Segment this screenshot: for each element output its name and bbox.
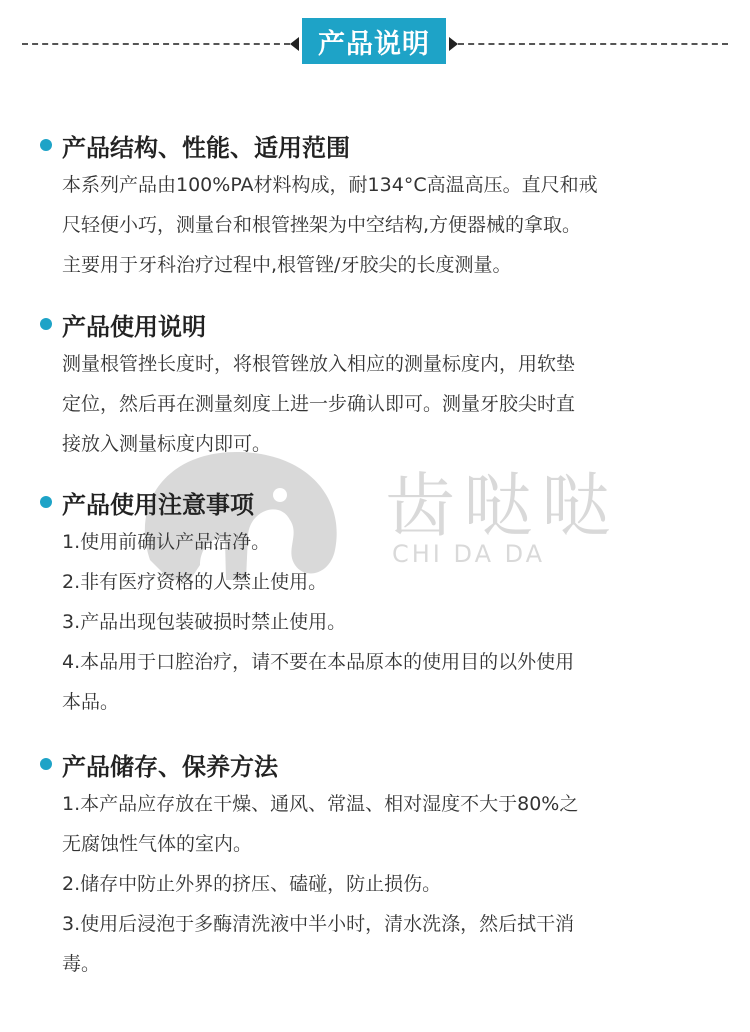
body-line: 4.本品用于口腔治疗，请不要在本品原本的使用目的以外使用 — [62, 651, 575, 673]
body-line: 本品。 — [62, 691, 120, 713]
bullet-dot-icon — [40, 139, 52, 151]
body-line: 主要用于牙科治疗过程中,根管锉/牙胶尖的长度测量。 — [62, 254, 512, 276]
watermark-brand: 齿哒哒 — [385, 465, 619, 547]
body-line: 本系列产品由100%PA材料构成，耐134°C高温高压。直尺和戒 — [62, 174, 598, 196]
section-storage — [40, 744, 720, 984]
body-line: 测量根管挫长度时，将根管锉放入相应的测量标度内，用软垫 — [62, 353, 576, 375]
header-divider-left — [22, 43, 290, 45]
section-heading — [40, 125, 720, 165]
section-title: 产品储存、保养方法 — [62, 752, 278, 781]
section-heading — [40, 744, 720, 784]
body-line: 2.非有医疗资格的人禁止使用。 — [62, 571, 328, 593]
section-title: 产品使用说明 — [62, 312, 206, 341]
page-title: 产品说明 — [302, 18, 446, 64]
body-line: 毒。 — [62, 953, 101, 975]
section-body — [62, 165, 720, 285]
body-line: 接放入测量标度内即可。 — [62, 433, 272, 455]
section-heading — [40, 482, 720, 522]
arrow-right-icon — [449, 37, 458, 51]
section-heading — [40, 304, 720, 344]
section-body — [62, 522, 720, 722]
body-line: 2.储存中防止外界的挤压、磕碰，防止损伤。 — [62, 873, 442, 895]
bullet-dot-icon — [40, 758, 52, 770]
section-body — [62, 344, 720, 464]
watermark-brand-en: CHI DA DA — [392, 540, 546, 568]
section-usage — [40, 304, 720, 464]
body-line: 3.使用后浸泡于多酶清洗液中半小时，清水洗涤，然后拭干消 — [62, 913, 575, 935]
bullet-dot-icon — [40, 496, 52, 508]
body-line: 1.使用前确认产品洁净。 — [62, 531, 271, 553]
body-line: 1.本产品应存放在干燥、通风、常温、相对湿度不大于80%之 — [62, 793, 579, 815]
body-line: 定位，然后再在测量刻度上进一步确认即可。测量牙胶尖时直 — [62, 393, 576, 415]
section-structure — [40, 125, 720, 285]
section-title: 产品使用注意事项 — [62, 490, 254, 519]
header-divider-right — [458, 43, 728, 45]
section-precautions — [40, 482, 720, 722]
bullet-dot-icon — [40, 318, 52, 330]
body-line: 无腐蚀性气体的室内。 — [62, 833, 253, 855]
arrow-left-icon — [290, 37, 299, 51]
section-title: 产品结构、性能、适用范围 — [62, 133, 350, 162]
body-line: 尺轻便小巧，测量台和根管挫架为中空结构,方便器械的拿取。 — [62, 214, 582, 236]
body-line: 3.产品出现包装破损时禁止使用。 — [62, 611, 347, 633]
section-body — [62, 784, 720, 984]
